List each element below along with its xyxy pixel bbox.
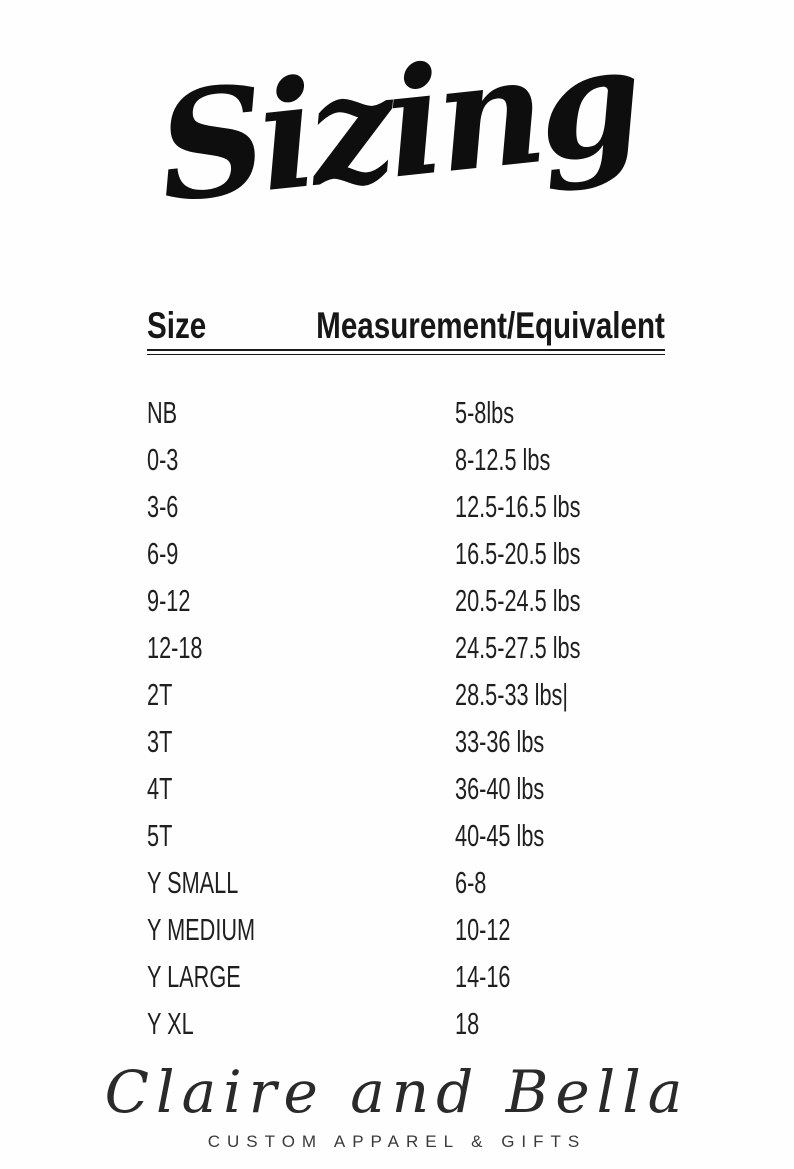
size-value: 6-9 <box>147 536 179 571</box>
measurement-cell <box>455 961 665 992</box>
table-row <box>147 765 665 812</box>
measurement-cell <box>455 397 665 428</box>
size-cell <box>147 961 455 992</box>
size-cell <box>147 914 455 945</box>
measurement-value: 5-8lbs <box>455 395 515 430</box>
measurement-cell <box>455 773 665 804</box>
measurement-cell <box>455 1008 665 1039</box>
size-value: Y SMALL <box>147 865 239 900</box>
table-row <box>147 530 665 577</box>
brand-name: Claire and Bella <box>104 1058 690 1126</box>
size-value: Y LARGE <box>147 959 241 994</box>
measurement-value: 14-16 <box>455 959 511 994</box>
sizing-table <box>147 300 665 1047</box>
size-value: 4T <box>147 771 173 806</box>
measurement-value: 8-12.5 lbs <box>455 442 551 477</box>
table-row <box>147 483 665 530</box>
table-row <box>147 718 665 765</box>
size-cell <box>147 491 455 522</box>
size-cell <box>147 726 455 757</box>
measurement-value: 6-8 <box>455 865 487 900</box>
size-cell <box>147 773 455 804</box>
table-row <box>147 906 665 953</box>
table-body <box>147 389 665 1047</box>
measurement-value: 28.5-33 lbs| <box>455 677 569 712</box>
size-cell <box>147 632 455 663</box>
measurement-cell <box>455 679 665 710</box>
measurement-cell <box>455 820 665 851</box>
table-row <box>147 389 665 436</box>
measurement-cell <box>455 726 665 757</box>
size-cell <box>147 820 455 851</box>
table-row <box>147 812 665 859</box>
size-value: Y XL <box>147 1006 194 1041</box>
table-row <box>147 624 665 671</box>
measurement-value: 36-40 lbs <box>455 771 545 806</box>
measurement-cell <box>455 538 665 569</box>
size-value: NB <box>147 395 178 430</box>
size-value: 5T <box>147 818 173 853</box>
measurement-value: 10-12 <box>455 912 511 947</box>
size-cell <box>147 538 455 569</box>
size-value: 3-6 <box>147 489 179 524</box>
size-value: 3T <box>147 724 173 759</box>
measurement-cell <box>455 585 665 616</box>
size-cell <box>147 679 455 710</box>
measurement-value: 12.5-16.5 lbs <box>455 489 581 524</box>
measurement-cell <box>455 491 665 522</box>
table-row <box>147 436 665 483</box>
table-row <box>147 953 665 1000</box>
measurement-cell <box>455 914 665 945</box>
table-row <box>147 859 665 906</box>
measurement-value: 40-45 lbs <box>455 818 545 853</box>
page-title: Sizing <box>149 12 644 236</box>
measurement-cell <box>455 867 665 898</box>
size-cell <box>147 585 455 616</box>
brand-tagline: CUSTOM APPAREL & GIFTS <box>207 1131 587 1151</box>
table-header-size: Size <box>147 305 207 346</box>
title-area <box>0 0 794 286</box>
size-cell <box>147 397 455 428</box>
measurement-cell <box>455 632 665 663</box>
size-value: Y MEDIUM <box>147 912 256 947</box>
table-header-row <box>147 300 665 344</box>
measurement-value: 18 <box>455 1006 480 1041</box>
measurement-value: 20.5-24.5 lbs <box>455 583 581 618</box>
size-cell <box>147 867 455 898</box>
measurement-value: 33-36 lbs <box>455 724 545 759</box>
measurement-value: 24.5-27.5 lbs <box>455 630 581 665</box>
measurement-value: 16.5-20.5 lbs <box>455 536 581 571</box>
size-value: 12-18 <box>147 630 203 665</box>
size-value: 9-12 <box>147 583 191 618</box>
table-header-measurement: Measurement/Equivalent <box>316 305 665 346</box>
footer-logo <box>0 1059 794 1152</box>
measurement-cell <box>455 444 665 475</box>
table-row <box>147 671 665 718</box>
table-row <box>147 1000 665 1047</box>
size-value: 2T <box>147 677 173 712</box>
header-rule <box>147 349 665 355</box>
size-cell <box>147 1008 455 1039</box>
size-cell <box>147 444 455 475</box>
size-value: 0-3 <box>147 442 179 477</box>
table-row <box>147 577 665 624</box>
